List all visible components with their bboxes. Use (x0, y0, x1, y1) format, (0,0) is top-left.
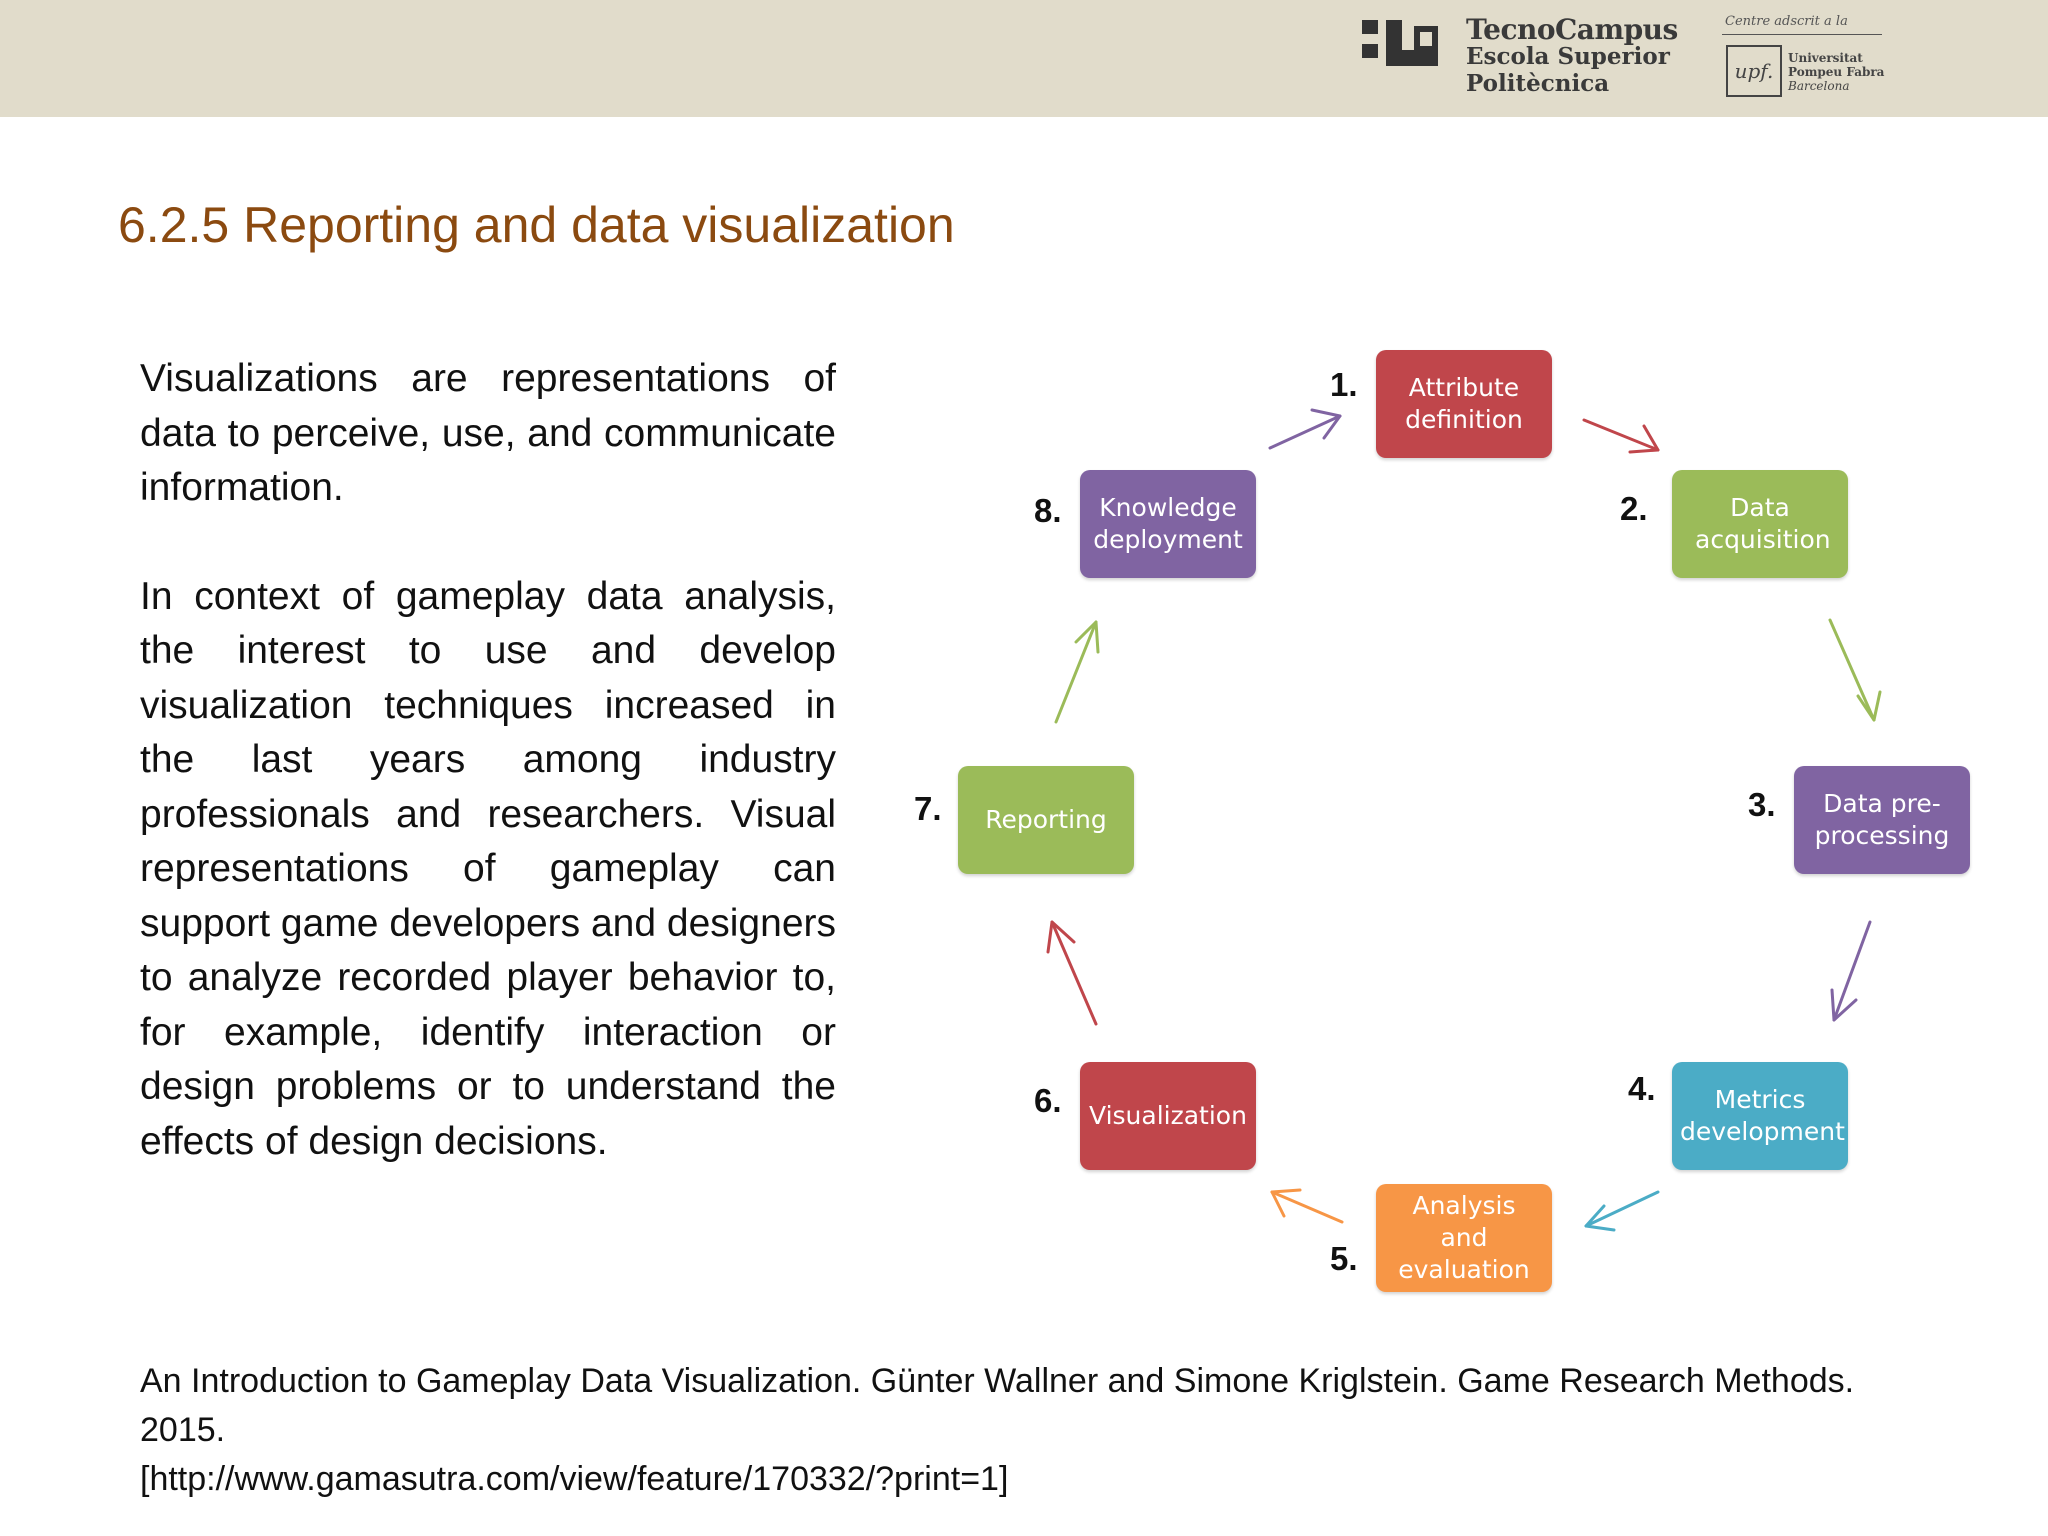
arrow-3-to-4 (1832, 922, 1870, 1020)
step-label-5: Analysis and evaluation (1398, 1191, 1530, 1284)
step-box-1 (1376, 350, 1552, 458)
step-number-1: 1. (1330, 366, 1358, 403)
upf-name-line-2: Pompeu Fabra (1788, 65, 1885, 79)
arrow-4-to-5 (1586, 1192, 1658, 1230)
step-box-6 (1080, 1062, 1256, 1170)
step-label-7: Reporting (985, 805, 1107, 834)
arrow-2-to-3 (1830, 620, 1880, 720)
paragraph-definition: Visualizations are representations of data to perceive, use, and communicate information. (140, 357, 836, 509)
step-label-3: Data pre-processing (1814, 789, 1950, 850)
arrow-7-to-8 (1056, 622, 1098, 722)
page-title: 6.2.5 Reporting and data visualization (118, 197, 955, 253)
body-text (140, 352, 836, 1223)
centre-divider (1722, 34, 1882, 35)
step-number-8: 8. (1034, 492, 1062, 529)
step-label-4: Metrics development (1680, 1085, 1845, 1146)
step-number-7: 7. (914, 790, 942, 827)
institution-line-2: Escola Superior (1466, 43, 1670, 70)
header-bar (0, 0, 2048, 117)
step-number-4: 4. (1628, 1070, 1656, 1107)
upf-name-line-3: Barcelona (1788, 79, 1850, 93)
upf-name (1788, 51, 1884, 93)
upf-name-line-1: Universitat (1788, 51, 1863, 65)
reference-url: [http://www.gamasutra.com/view/feature/170332/?print=1] (140, 1460, 1009, 1498)
upf-logo-icon (1726, 45, 1782, 97)
step-label-6: Visualization (1089, 1101, 1247, 1130)
arrow-6-to-7 (1048, 922, 1096, 1024)
step-number-3: 3. (1748, 786, 1776, 823)
upf-mark: upf. (1734, 59, 1774, 83)
step-label-2: Data acquisition (1695, 493, 1831, 554)
step-box-4 (1672, 1062, 1848, 1170)
step-box-3 (1794, 766, 1970, 874)
institution-line-3: Politècnica (1466, 70, 1610, 97)
institution-name (1466, 13, 1678, 97)
step-label-8: Knowledge deployment (1093, 493, 1243, 554)
step-label-1: Attribute definition (1405, 373, 1523, 434)
tecnocampus-logo-icon (1362, 20, 1442, 80)
step-box-5 (1376, 1184, 1552, 1292)
step-number-2: 2. (1620, 490, 1648, 527)
arrow-5-to-6 (1272, 1190, 1342, 1222)
arrow-8-to-1 (1270, 410, 1340, 448)
paragraph-context: In context of gameplay data analysis, the interest to use and develop visualization techniques increased in the last years among industry professionals and researchers. Visual representations of gameplay can support game developers and designers to analyze recorded player behavior to, for example, identify interaction or design problems or to understand the effects of design decisions. (140, 574, 836, 1163)
centre-label: Centre adscrit a la (1725, 14, 1848, 29)
step-number-5: 5. (1330, 1240, 1358, 1277)
institution-line-1: TecnoCampus (1466, 13, 1678, 46)
step-box-8 (1080, 470, 1256, 578)
reference-text: An Introduction to Gameplay Data Visualization. Günter Wallner and Simone Kriglstein. Game Research Methods. 2015. (140, 1362, 1855, 1449)
arrow-1-to-2 (1584, 420, 1658, 452)
reference-citation (140, 1357, 1900, 1504)
step-number-6: 6. (1034, 1082, 1062, 1119)
step-box-2 (1672, 470, 1848, 578)
process-cycle-diagram (900, 330, 1980, 1320)
step-box-7 (958, 766, 1134, 874)
